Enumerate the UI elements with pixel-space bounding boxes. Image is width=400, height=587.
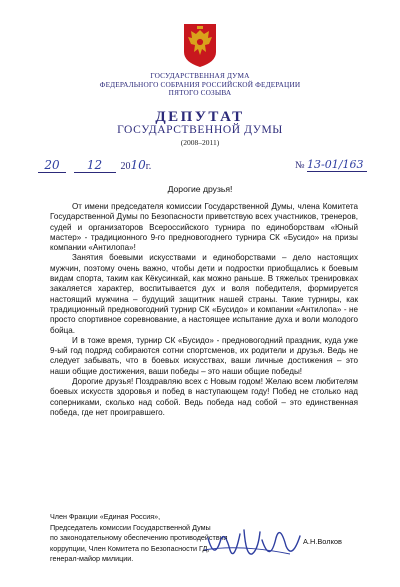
- paragraph: От имени председателя комиссии Государственной Думы, члена Комитета Государственной Думы по Безопасности приветствую всех участников, тренеров, судей и организаторов Всероссийского турнира по единоборствам «Юный мастер» - традиционного 9-го предновогоднего турнира СК «Бусидо» на призы компании «Антилопа»!: [50, 202, 358, 253]
- paragraph: Дорогие друзья! Поздравляю всех с Новым годом! Желаю всем любителям боевых искусств здоровья и побед в наступающем году! Побед не столько над соперниками, сколько над собой. Ведь победа над собой – это единственная победа, где нет проигравшего.: [50, 377, 358, 417]
- term-years: (2008–2011): [180, 138, 220, 147]
- date-year-suffix: 10: [130, 158, 146, 172]
- greeting: Дорогие друзья!: [167, 184, 233, 194]
- date-day: 20: [38, 158, 66, 173]
- org-line-3: ПЯТОГО СОЗЫВА: [168, 88, 232, 98]
- date-month: 12: [74, 158, 116, 173]
- signature-line-1: Член Фракции «Единая Россия»,: [50, 512, 161, 521]
- signature-line-4: коррупции, Член Комитета по Безопасности ГД,: [50, 543, 210, 553]
- russian-coat-of-arms-icon: [182, 22, 218, 68]
- signature-line-2: Председатель комиссии Государственной Думы: [50, 522, 211, 532]
- org-line-1: ГОСУДАРСТВЕННАЯ ДУМА: [150, 71, 250, 80]
- document-title: ДЕПУТАТ: [155, 109, 245, 125]
- number-value: 13-01/163: [307, 158, 367, 172]
- paragraph: Занятия боевыми искусствами и единоборствами – дело настоящих мужчин, поэтому очень важно, чтобы дети и подростки приобщались к боевым видам спорта, таким как Кёкусинкай, как можно раньше. В тяжелых тренировках закаляется характер, воспитывается дух и воля победителя, формируется настоящий мужчина – будущий защитник нашей страны. Такие турниры, как традиционный предновогодний турнир СК «Бусидо» и компании «Антилопа» - не просто спортивное соревнование, а настоящее испытание духа и воли молодого бойца.: [50, 253, 358, 335]
- date-year-unit: г.: [145, 161, 152, 172]
- document-subtitle: ГОСУДАРСТВЕННОЙ ДУМЫ: [117, 124, 283, 136]
- org-line-2: ФЕДЕРАЛЬНОГО СОБРАНИЯ РОССИЙСКОЙ ФЕДЕРАЦИИ: [99, 79, 301, 89]
- organization-header: [0, 72, 400, 98]
- signature-line-5: генерал-майор милиции.: [50, 554, 134, 563]
- letter-body: [50, 202, 358, 418]
- date-year-prefix: 20: [120, 161, 131, 172]
- paragraph: И в тоже время, турнир СК «Бусидо» - предновогодний праздник, куда уже 9-ый год подряд собираются сотни спортсменов, их родители и друзья. Ведь не следует забывать, что в боевых искусствах, ваши личные достижения – это наши общие достижения, ваши победы – это наши общие победы!: [50, 335, 358, 376]
- number-prefix: №: [295, 160, 305, 171]
- signature-line-3: по законодательному обеспечению противодействия: [50, 533, 228, 542]
- handwritten-signature: [200, 520, 310, 565]
- letter-date: [38, 158, 151, 173]
- reference-number: [295, 158, 367, 172]
- signatory-name: А.Н.Волков: [303, 537, 342, 546]
